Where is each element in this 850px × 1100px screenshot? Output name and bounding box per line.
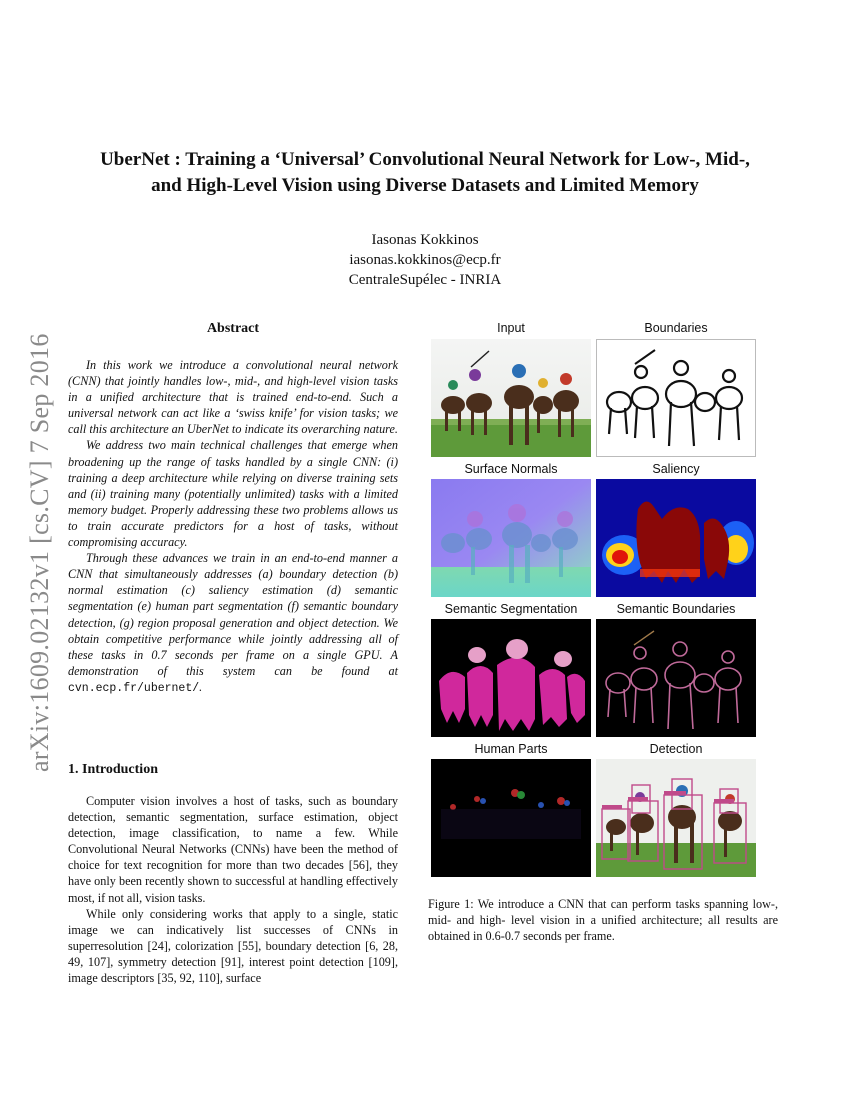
figure-label-human-parts: Human Parts (474, 742, 548, 756)
arxiv-sidebar-id: arXiv:1609.02132v1 [cs.CV] 7 Sep 2016 (25, 333, 54, 772)
abstract-paragraph-1: In this work we introduce a convolutional neural network (CNN) that jointly handles low-, mid-, and high-level vision tasks in a unified architecture that is trained end-to-end. Such a universal network can act like a ‘swiss knife’ for vision tasks; we call this architecture an UberNet to indicate its overarching nature. (68, 358, 398, 437)
figure-panel-boundaries (596, 339, 756, 457)
section-heading-introduction: 1. Introduction (68, 762, 158, 777)
abstract-paragraph-3 (68, 550, 398, 697)
figure-panel-human-parts (431, 759, 591, 877)
abstract-heading: Abstract (206, 321, 260, 336)
figure-panel-detection (596, 759, 756, 877)
abstract-paragraph-2: We address two main technical challenges that emerge when broadening up the range of tasks handled by a single CNN: (i) training a deep architecture while relying on diverse training sets and (ii) training many (potentially unlimited) tasks with a limited memory budget. Properly addressing these two problems allows us to train accurate predictors for a host of tasks, without compromising accuracy. (68, 438, 398, 550)
figure-panel-input-image (431, 339, 591, 457)
figure-label-semantic-segmentation: Semantic Segmentation (444, 602, 578, 616)
demo-url-link[interactable]: cvn.ecp.fr/ubernet/ (68, 681, 200, 695)
figure-panel-saliency (596, 479, 756, 597)
abstract-body (68, 357, 398, 697)
figure-label-semantic-boundaries: Semantic Boundaries (616, 602, 736, 616)
figure-panel-semantic-boundaries (596, 619, 756, 737)
figure-caption: Figure 1: We introduce a CNN that can perform tasks spanning low-, mid- and high- level vision in a unified architecture; all results are obtained in 0.6-0.7 seconds per frame. (428, 897, 778, 944)
author-email[interactable]: iasonas.kokkinos@ecp.fr (349, 252, 501, 268)
introduction-body (68, 793, 398, 986)
intro-paragraph-1: Computer vision involves a host of tasks, such as boundary detection, semantic segmentation, surface estimation, object detection, image classification, to name a few. While Convolutional Neural Networks (CNNs) have been the method of choice for text recognition for more than two decades [56], they have only been recently shown to successful at handling effectively most, if not all, vision tasks. (68, 794, 398, 905)
author-block (225, 230, 625, 290)
title-line-1: UberNet : Training a ‘Universal’ Convolutional Neural Network for Low-, Mid-, (100, 149, 750, 170)
author-name: Iasonas Kokkinos (371, 232, 479, 248)
figure-panel-surface-normals (431, 479, 591, 597)
paper-title (60, 147, 790, 199)
figure-label-detection: Detection (649, 742, 703, 756)
figure-label-saliency: Saliency (652, 462, 700, 476)
title-line-2: and High-Level Vision using Diverse Datasets and Limited Memory (151, 175, 699, 196)
figure-label-surface-normals: Surface Normals (464, 462, 558, 476)
figure-panel-semantic-segmentation (431, 619, 591, 737)
author-affiliation: CentraleSupélec - INRIA (348, 272, 502, 288)
figure-label-input: Input (497, 321, 525, 335)
intro-paragraph-2: While only considering works that apply to a single, static image we can indicatively list successes of CNNs in superresolution [24], colorization [55], boundary detection [6, 28, 49, 107], symmetry detection [91], interest point detection [109], image descriptors [35, 92, 110], surface (68, 906, 398, 986)
figure-label-boundaries: Boundaries (644, 321, 708, 335)
abstract-url-suffix: . (199, 679, 203, 694)
abstract-paragraph-3-text: Through these advances we train in an end-to-end manner a CNN that simultaneously addresses (a) boundary detection (b) normal estimation (c) saliency estimation (d) semantic segmentation (e) human part segmentation (f) semantic boundary detection, (g) region proposal generation and object detection. We obtain competitive performance while jointly addressing all of these tasks in 0.7 seconds per frame on a single GPU. A demonstration of this system can be found at (68, 551, 398, 678)
